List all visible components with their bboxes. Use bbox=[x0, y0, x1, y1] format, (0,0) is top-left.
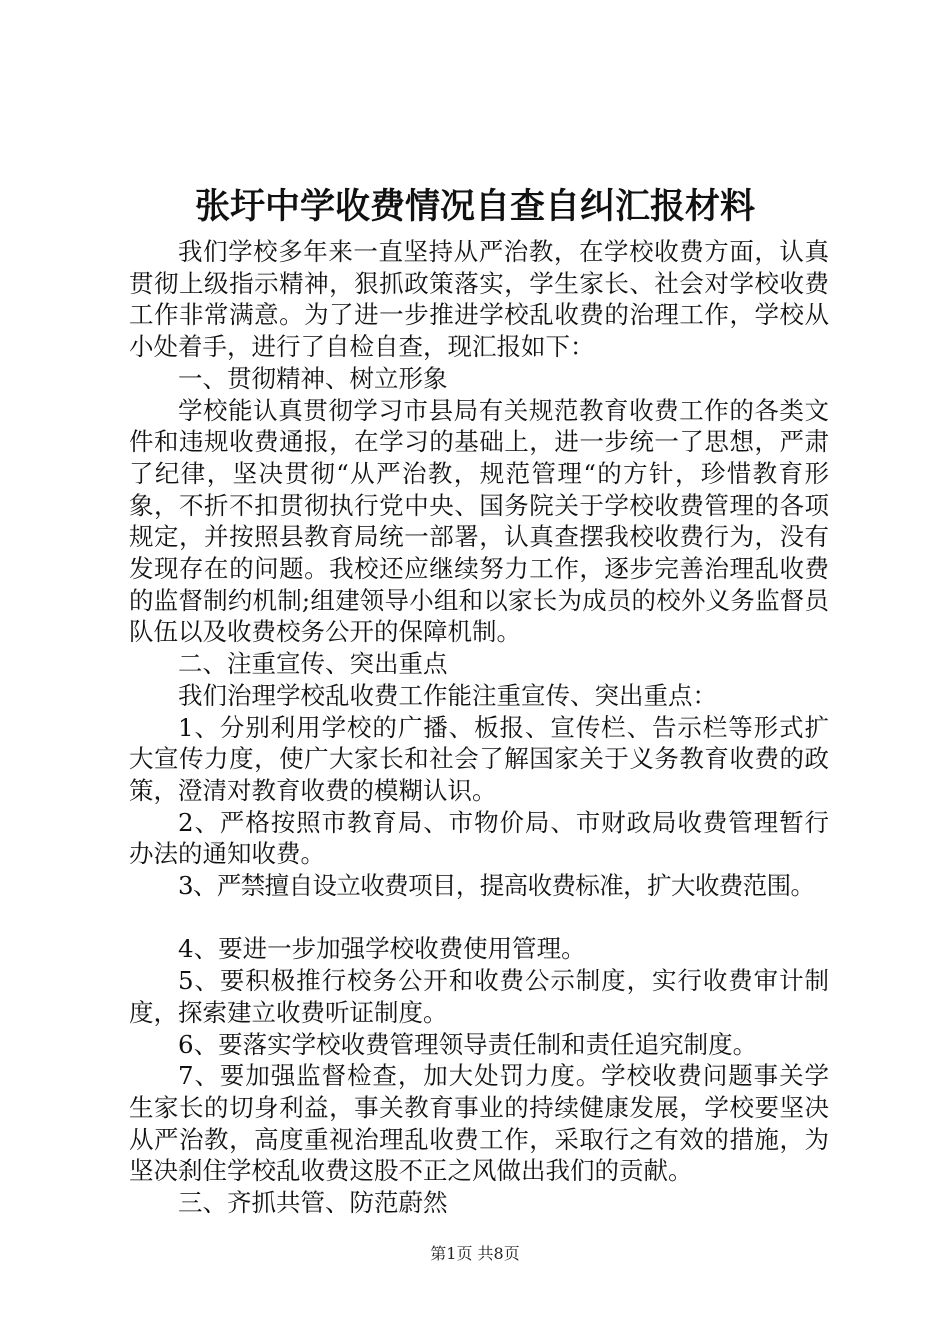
list-item-6: 6、要落实学校收费管理领导责任制和责任追究制度。 bbox=[178, 1029, 758, 1059]
document-title: 张圩中学收费情况自查自纠汇报材料 bbox=[194, 186, 755, 227]
document-body bbox=[129, 236, 829, 1219]
intro-paragraph: 我们学校多年来一直坚持从严治教，在学校收费方面，认真贯彻上级指示精神，狠抓政策落实，学生家长、社会对学校收费工作非常满意。为了进一步推进学校乱收费的治理工作，学校从小处着手，进行了自检自查，现汇报如下： bbox=[129, 237, 829, 362]
section-1-paragraph: 学校能认真贯彻学习市县局有关规范教育收费工作的各类文件和违规收费通报，在学习的基础上，进一步统一了思想，严肃了纪律，坚决贯彻“从严治教，规范管理“的方针，珍惜教育形象，不折不扣贯彻执行党中央、国务院关于学校收费管理的各项规定，并按照县教育局统一部署，认真查摆我校收费行为，没有发现存在的问题。我校还应继续努力工作，逐步完善治理乱收费的监督制约机制;组建领导小组和以家长为成员的校外义务监督员队伍以及收费校务公开的保障机制。 bbox=[129, 395, 829, 647]
section-heading-2: 二、注重宣传、突出重点 bbox=[178, 649, 448, 679]
list-item-5: 5、要积极推行校务公开和收费公示制度，实行收费审计制度，探索建立收费听证制度。 bbox=[129, 966, 829, 1027]
list-item-2: 2、严格按照市教育局、市物价局、市财政局收费管理暂行办法的通知收费。 bbox=[129, 807, 829, 869]
list-item-7: 7、要加强监督检查，加大处罚力度。学校收费问题事关学生家长的切身利益，事关教育事业的持续健康发展，学校要坚决从严治教，高度重视治理乱收费工作，采取行之有效的措施，为坚决刹住学校乱收费这股不正之风做出我们的贡献。 bbox=[129, 1061, 829, 1186]
section-heading-3: 三、齐抓共管、防范蔚然 bbox=[178, 1188, 448, 1218]
list-item-1: 1、分别利用学校的广播、板报、宣传栏、告示栏等形式扩大宣传力度，使广大家长和社会了解国家关于义务教育收费的政策，澄清对教育收费的模糊认识。 bbox=[129, 712, 829, 805]
list-item-3: 3、严禁擅自设立收费项目，提高收费标准，扩大收费范围。 bbox=[178, 871, 815, 901]
list-item-4: 4、要进一步加强学校收费使用管理。 bbox=[178, 934, 586, 964]
page-number: 第1页 共8页 bbox=[430, 1244, 520, 1263]
section-heading-1: 一、贯彻精神、树立形象 bbox=[178, 363, 448, 393]
section-2-intro: 我们治理学校乱收费工作能注重宣传、突出重点： bbox=[178, 680, 717, 710]
